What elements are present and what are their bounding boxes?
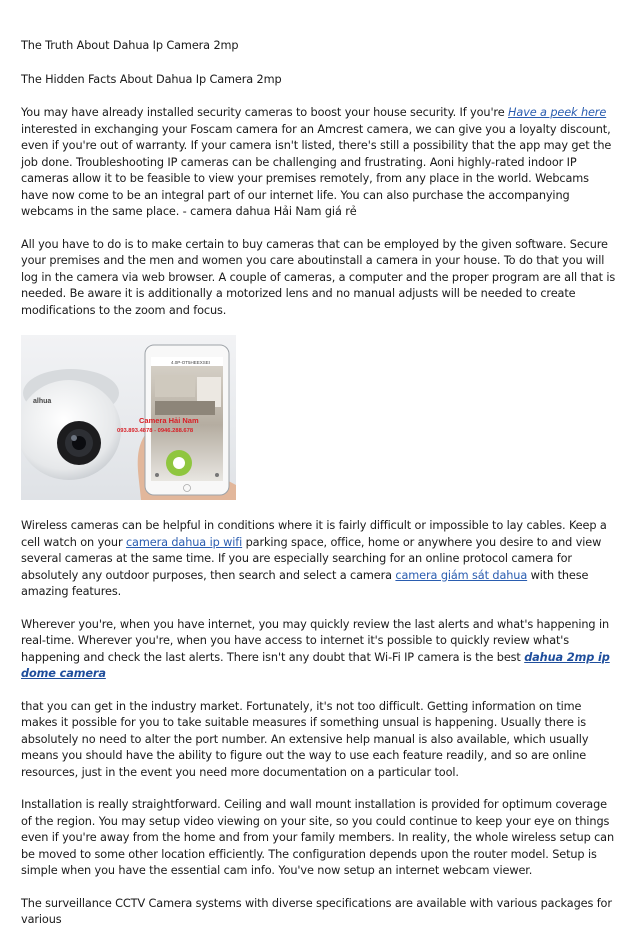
document-subtitle: The Hidden Facts About Dahua Ip Camera 2mp [21, 72, 282, 86]
have-a-peek-link[interactable]: Have a peek here [508, 106, 607, 119]
banner-phone-text: 093.893.4878 - 0946.288.678 [117, 428, 194, 434]
paragraph-text: parking space, office, home or anywhere you desire to and view several cameras at the same time. If you are especially searching for an online protocol camera for absolutely any outdoor purposes, then search and select a camera [21, 535, 602, 582]
paragraph-software: All you have to do is to make certain to buy cameras that can be employed by the given software. Secure your premises and the men and women you care aboutinstall a camera in your house. To do that you will log in the camera via web browser. A couple of cameras, a computer and the proper program are all that is needed. Be aware it is additionally a motorized lens and no manual adjusts will be needed to create modifications to the zoom and focus. [21, 237, 616, 317]
camera-giam-sat-dahua-link[interactable]: camera giám sát dahua [395, 568, 528, 582]
paragraph-text: Wherever you're, when you have internet, you may quickly review the last alerts and what's happening in real-time. Wherever you're, when you have access to internet it's possible to quickly review what's happening and check the last alerts. There isn't any doubt that Wi-Fi IP camera is the best [21, 617, 610, 664]
phone-header-label: 4.0P-OT5HEEXSEI [171, 360, 211, 365]
banner-brand-text: Camera Hải Nam [139, 416, 199, 425]
paragraph-text: with these amazing features. [21, 568, 589, 598]
paragraph-text: You may have already installed security cameras to boost your house security. If you're [21, 106, 509, 119]
document-page [21, 38, 619, 945]
paragraph-internet [21, 617, 619, 683]
paragraph-installation: Installation is really straightforward. Ceiling and wall mount installation is provided for optimum coverage of the region. You may setup video viewing on your site, so you could continue to keep your eye on things even if you're away from the home and from your family members. In reality, the whole wireless setup can be moved to some other location efficiently. The configuration depends upon the router model. Setup is simple when you have the essential cam info. You've now setup an internet webcam viewer. [21, 798, 615, 877]
camera-dahua-ip-wifi-link[interactable]: camera dahua ip wifi [125, 535, 243, 549]
paragraph-market: that you can get in the industry market. Fortunately, it's not too difficult. Getting information on time makes it possible for you to take suitable measures if something unsual is happening. Usually there is absolutely no need to alter the port number. An extensive help manual is also available, which usually means you should have the ability to figure out the way to use each feature readily, and so are online resources, just in the event you need more documentation on a particular tool. [21, 699, 589, 779]
paragraph-text: Wireless cameras can be helpful in conditions where it is fairly difficult or impossible to lay cables. Keep a cell watch on your [21, 519, 607, 549]
svg-text:alhua: alhua [33, 398, 52, 405]
paragraph-surveillance: The surveillance CCTV Camera systems with diverse specifications are available with various packages for various [21, 896, 612, 926]
dahua-2mp-ip-dome-camera-link[interactable]: dahua 2mp ip dome camera [21, 650, 610, 680]
paragraph-wireless [21, 518, 619, 601]
paragraph-text: interested in exchanging your Foscam camera for an Amcrest camera, we can give you a loyalty discount, even if you're out of warranty. If your camera isn't listed, there's still a possibility that the app may get the job done. Troubleshooting IP cameras can be challenging and frustrating. Aoni highly-rated indoor IP cameras allow it to be feasible to view your premises remotely, from any place in the world. Webcams have now come to be an integral part of our internet life. You can also purchase the accompanying webcams in the same place. - camera dahua Hải Nam giá rẻ [21, 122, 612, 218]
paragraph-intro [21, 105, 619, 221]
camera-phone-illustration [21, 335, 236, 500]
document-title: The Truth About Dahua Ip Camera 2mp [21, 39, 239, 52]
product-photo [21, 335, 236, 500]
